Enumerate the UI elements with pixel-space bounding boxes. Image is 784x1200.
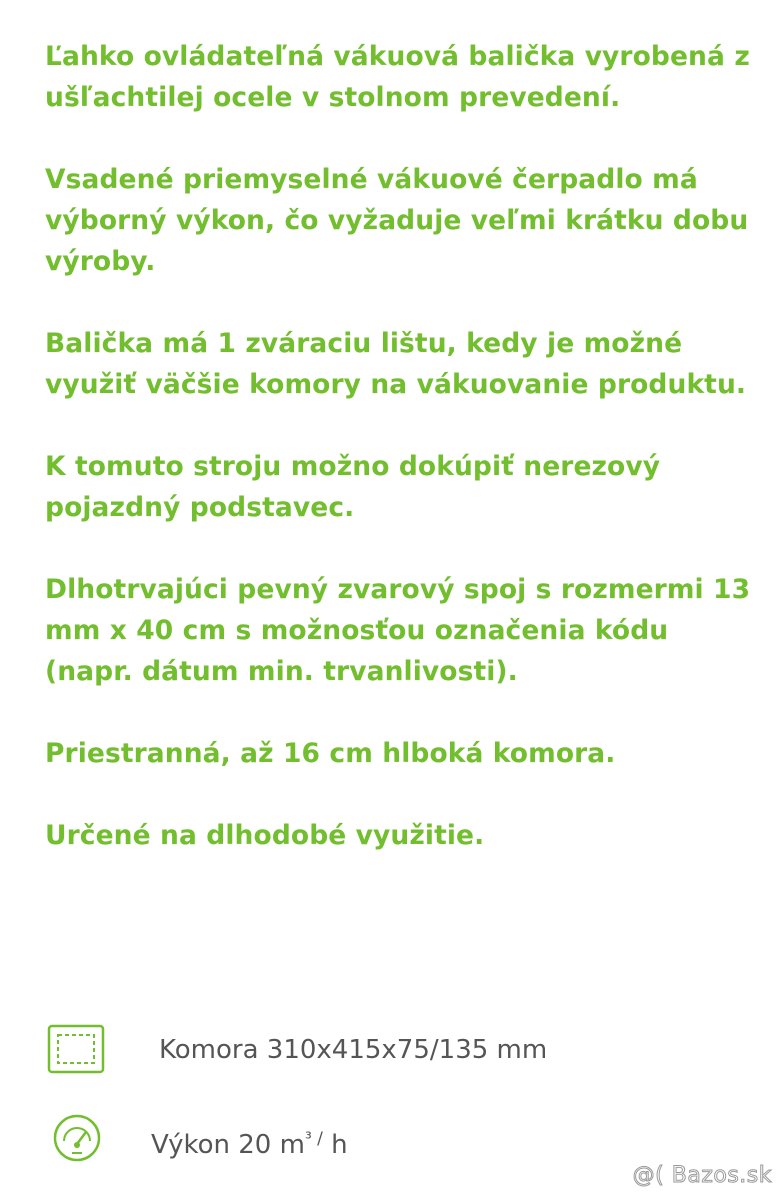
description-paragraph: K tomuto stroju možno dokúpiť nerezový pojazdný podstavec. [45, 451, 661, 523]
description-paragraph: Vsadené priemyselné vákuové čerpadlo má výborný výkon, čo vyžaduje veľmi krátku dobu výroby. [45, 164, 749, 277]
spec-performance [45, 1108, 765, 1168]
bazos-watermark: @( Bazos.sk [632, 1163, 772, 1188]
spec-performance-superscript: ³ / [304, 1129, 323, 1149]
spec-chamber-label: Komora 310x415x75/135 mm [159, 1035, 548, 1065]
description-paragraph: Určené na dlhodobé využitie. [45, 820, 485, 851]
product-description [45, 36, 765, 897]
description-paragraph: Balička má 1 zváraciu lištu, kedy je možné využiť väčšie komory na vákuovanie produktu. [45, 328, 747, 400]
spec-performance-label [151, 1122, 348, 1162]
description-paragraph: Ľahko ovládateľná vákuová balička vyrobená z ušľachtilej ocele v stolnom prevedení. [45, 41, 750, 113]
description-paragraph: Dlhotrvajúci pevný zvarový spoj s rozmermi 13 mm x 40 cm s možnosťou označenia kódu (napr. dátum min. trvanlivosti). [45, 574, 751, 687]
chamber-icon [45, 1020, 109, 1080]
description-paragraph: Priestranná, až 16 cm hlboká komora. [45, 738, 616, 769]
gauge-icon [45, 1108, 109, 1168]
spec-chamber [45, 1020, 765, 1080]
spec-performance-value: Výkon 20 m [151, 1130, 305, 1160]
spec-performance-unit: h [322, 1130, 348, 1160]
